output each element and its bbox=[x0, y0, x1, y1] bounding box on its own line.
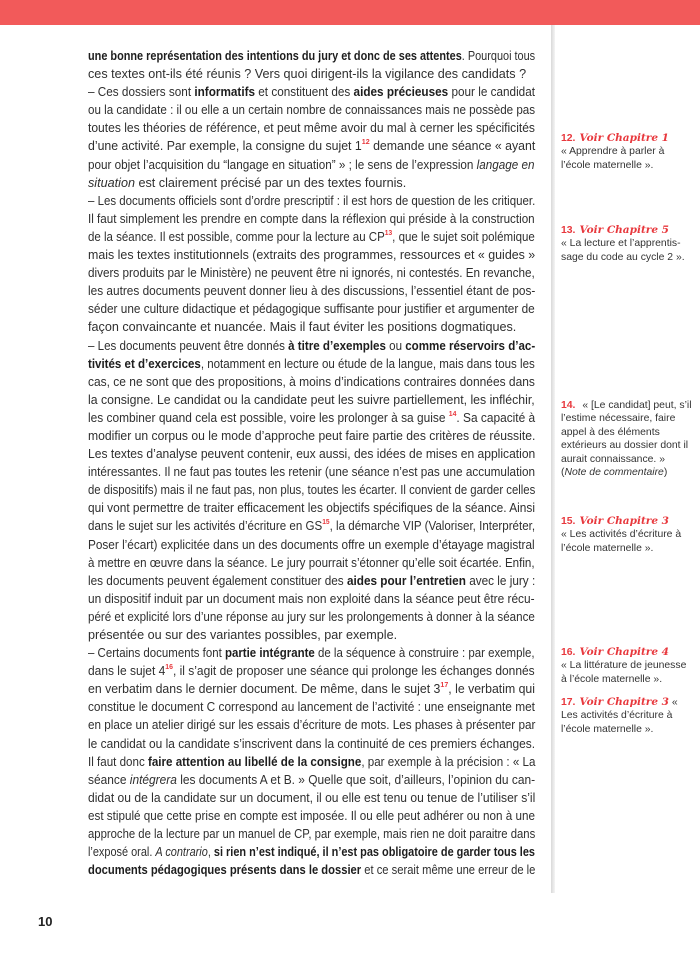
text-segment: approche de la lecture par un manuel de CP, par exemple, mais rien ne doit paraitre dans bbox=[88, 826, 536, 842]
bold-text: si rien n’est indiqué, il n’est pas obligatoire de garder tous les bbox=[213, 844, 535, 860]
footnote-marker[interactable]: 16 bbox=[165, 662, 173, 672]
text-segment: pour objet l’acquisition du “langage en situation” » ; le sens de l’expression bbox=[88, 156, 477, 172]
footnote-marker[interactable]: 17 bbox=[440, 680, 449, 690]
text-line bbox=[88, 65, 527, 83]
text-segment: Poser l’écart) explicitée dans un des documents offre un exemple d’étayage magistral bbox=[88, 536, 535, 552]
text-segment: à mettre en œuvre dans la séance. Le jury pourrait s’étonner qu’elle soit écartée. Enfin, bbox=[88, 554, 535, 570]
footnote-text: « Apprendre à parler à l’école maternelle ». bbox=[561, 146, 665, 171]
footnote-number: 14. bbox=[561, 400, 576, 411]
text-segment: est clairement précisé par un des textes fournis. bbox=[134, 174, 407, 190]
bold-text: tivités et d’exercices bbox=[88, 355, 201, 371]
text-segment: – Certains documents font bbox=[88, 645, 225, 661]
text-segment: et constituent des bbox=[255, 84, 354, 100]
text-line bbox=[88, 282, 536, 300]
header-bar bbox=[0, 0, 700, 25]
footnote-13 bbox=[561, 224, 693, 264]
text-line bbox=[88, 300, 535, 318]
text-line bbox=[88, 408, 536, 427]
text-segment: séance bbox=[88, 771, 130, 787]
text-segment: présentée ou sur des variantes possibles, par exemple. bbox=[88, 627, 398, 642]
text-segment: qui vont permettre de traiter efficacement les objectifs spécifiques de la séance. Ainsi bbox=[88, 500, 535, 516]
text-line bbox=[88, 156, 535, 174]
text-segment: le candidat ou la candidate s’inscrivent dans la continuité de ces premiers échanges. bbox=[88, 735, 536, 751]
text-line bbox=[88, 843, 535, 861]
text-line bbox=[88, 680, 535, 698]
bold-text: comme réservoirs d’ac- bbox=[405, 337, 536, 353]
text-segment: mais les textes institutionnels (extraits des programmes, ressources et « guides » bbox=[88, 247, 536, 263]
footnote-text: « Les activités d’écriture à l’école maternelle ». bbox=[561, 529, 682, 554]
text-segment: – Les documents officiels sont d’ordre prescriptif : il est hors de question de les critiquer. bbox=[88, 192, 536, 208]
text-segment: Il faut simplement les prendre en compte dans la réflexion qui préside à la construction bbox=[88, 210, 535, 226]
text-line bbox=[88, 391, 535, 409]
text-line bbox=[88, 463, 536, 481]
footnote-text: « La lecture et l’apprentis-sage du code au cycle 2 ». bbox=[561, 238, 685, 263]
chapter-reference-link[interactable]: Voir Chapitre 3 bbox=[579, 515, 669, 527]
text-segment: ou bbox=[385, 337, 406, 353]
text-segment: demande une séance « ayant bbox=[369, 138, 536, 154]
text-line bbox=[88, 499, 535, 517]
text-segment: – Ces dossiers sont bbox=[88, 84, 195, 100]
text-segment: en verbatim dans le dernier document. De même, dans le sujet 3 bbox=[88, 681, 441, 697]
chapter-reference-link[interactable]: Voir Chapitre 3 bbox=[579, 696, 669, 708]
text-segment: l’exposé oral. bbox=[88, 844, 156, 860]
footnote-text: « La littérature de jeunesse à l’école maternelle ». bbox=[561, 660, 687, 685]
text-segment: . Sa capacité à bbox=[456, 409, 536, 425]
text-line bbox=[88, 373, 535, 391]
text-segment: en place un atelier dirigé sur les essais d’écriture de mots. Les phases à présenter par bbox=[88, 717, 536, 733]
footnote-text: « Les activités d’écriture à l’école maternelle ». bbox=[561, 697, 678, 735]
footnote-number: 17. bbox=[561, 697, 576, 708]
text-line bbox=[88, 825, 536, 843]
text-segment: intéressantes. Il ne faut pas toutes les retenir (une séance n’est pas une accumulation bbox=[88, 464, 536, 480]
text-segment: péré et explicité lors d’une réponse au jury sur les prolongements à donner à la séance bbox=[88, 608, 535, 624]
text-segment: les documents A et B. » Quelle que soit, d’ailleurs, l’opinion du can- bbox=[176, 771, 536, 787]
text-segment: les documents peuvent également constituer des bbox=[88, 572, 347, 588]
text-line bbox=[88, 590, 535, 608]
text-segment: , bbox=[207, 844, 214, 860]
text-segment: pour le candidat bbox=[448, 84, 535, 100]
text-segment: les combiner quand cela est possible, voire les prolonger à sa guise bbox=[88, 409, 449, 425]
text-segment: , il s’agit de proposer une séance qui prolonge les échanges donnés bbox=[172, 663, 535, 679]
text-segment: didat ou de la candidate sur un document, il ou elle est tenu ou tenue de l’utiliser s’il bbox=[88, 789, 536, 805]
text-segment: façon convaincante et nuancée. Mais il faut éviter les positions dogmatiques. bbox=[88, 319, 517, 335]
footnote-number: 16. bbox=[561, 647, 576, 658]
chapter-reference-link[interactable]: Voir Chapitre 1 bbox=[579, 132, 669, 144]
footnote-14: 14. « [Le candidat] peut, s’il l’estime nécessaire, faire appel à des éléments extérieurs au dossier dont il aurait connaissance. » (Note de commentaire) bbox=[561, 400, 692, 479]
text-line bbox=[88, 137, 536, 155]
text-line bbox=[88, 861, 536, 879]
text-segment: de la séquence à construire : par exemple, bbox=[314, 645, 535, 661]
text-line bbox=[88, 753, 536, 771]
text-line bbox=[88, 771, 536, 789]
chapter-reference-link[interactable]: Voir Chapitre 5 bbox=[579, 224, 669, 236]
footnote-12 bbox=[561, 132, 693, 172]
text-line bbox=[88, 227, 535, 246]
text-line bbox=[88, 83, 535, 101]
text-segment: constitue le document C correspond au lancement de l’activité : une enseignante met bbox=[88, 699, 535, 715]
text-segment: Les textes d’analyse peuvent contenir, eux aussi, des idées de mises en application bbox=[88, 446, 536, 462]
text-line bbox=[88, 644, 535, 662]
bold-text: à titre d’exemples bbox=[288, 337, 386, 353]
text-segment: ces textes ont-ils été réunis ? Vers quoi dirigent-ils la vigilance des candidats ? bbox=[88, 66, 527, 82]
text-segment: , par exemple à la précision : « La bbox=[361, 753, 536, 769]
text-line bbox=[88, 807, 535, 825]
text-segment: et ce serait même une erreur de le bbox=[361, 862, 536, 878]
text-segment: , le verbatim qui bbox=[448, 681, 535, 697]
text-line bbox=[88, 337, 536, 355]
text-segment: de la séance. Il est possible, comme pour la lecture au CP bbox=[88, 228, 385, 244]
margin-divider bbox=[551, 25, 555, 893]
text-line bbox=[88, 192, 536, 210]
text-line bbox=[88, 427, 536, 445]
text-segment: , que le sujet soit polémique bbox=[392, 228, 535, 244]
text-line bbox=[88, 318, 522, 336]
footnote-number: 12. bbox=[561, 133, 576, 144]
footnote-marker[interactable]: 15 bbox=[322, 517, 330, 527]
text-segment: dans le sujet sur les activités d’écriture en GS bbox=[88, 518, 323, 534]
footnote-marker[interactable]: 13 bbox=[384, 227, 393, 237]
bold-text: aides précieuses bbox=[353, 84, 449, 100]
text-segment: un dispositif induit par un document mais non exploité dans la séance peut être récu- bbox=[88, 590, 535, 606]
chapter-reference-link[interactable]: Voir Chapitre 4 bbox=[579, 646, 669, 658]
bold-text: faire attention au libellé de la consigne bbox=[147, 753, 362, 769]
text-line bbox=[88, 517, 536, 535]
text-line bbox=[88, 572, 536, 590]
text-line bbox=[88, 174, 522, 192]
bold-text: aides pour l’entretien bbox=[346, 572, 466, 588]
text-line bbox=[88, 264, 535, 282]
footnote-marker[interactable]: 12 bbox=[361, 137, 370, 147]
text-segment: est stipulé que cette prise en compte est imposée. Il ou elle peut adhérer ou non à une bbox=[88, 807, 535, 823]
footnote-source: Note de commentaire bbox=[564, 467, 664, 479]
text-line bbox=[88, 716, 536, 734]
footnote-number: 15. bbox=[561, 516, 576, 527]
text-line bbox=[88, 789, 536, 807]
text-line bbox=[88, 119, 535, 137]
text-segment: les autres documents peuvent donner lieu à des discussions, l’essentiel étant de pos- bbox=[88, 283, 536, 299]
footnote-17 bbox=[561, 696, 693, 736]
footnote-number: 13. bbox=[561, 225, 576, 236]
italic-text: langage en bbox=[476, 156, 535, 172]
text-segment: toutes les théories de référence, et peut même avoir du mal à cerner les spécificités bbox=[88, 120, 535, 136]
text-segment: de dispositifs) mais il ne faut pas, non plus, toutes les écarter. Il convient de garder celles bbox=[88, 482, 536, 498]
text-line bbox=[88, 662, 535, 680]
text-segment: la consigne. Le candidat ou la candidate peut les suivre partiellement, les infléchir, bbox=[88, 391, 535, 407]
text-line bbox=[88, 554, 535, 572]
text-segment: , la démarche VIP (Valoriser, Interpréter, bbox=[329, 518, 536, 534]
footnote-15 bbox=[561, 515, 693, 555]
text-segment: Il faut donc bbox=[88, 753, 148, 769]
bold-text: informatifs bbox=[194, 84, 256, 100]
text-segment: d’une activité. Par exemple, la consigne du sujet 1 bbox=[88, 138, 362, 154]
page-number: 10 bbox=[38, 914, 53, 929]
text-line bbox=[88, 210, 535, 228]
bold-text: une bonne représentation des intentions du jury et donc de ses attentes bbox=[88, 48, 462, 63]
text-line bbox=[88, 246, 536, 264]
footnote-marker[interactable]: 14 bbox=[448, 408, 457, 418]
text-line bbox=[88, 47, 536, 65]
text-segment: ou la candidate : il ou elle a un certain nombre de connaissances mais ne possède pas bbox=[88, 102, 536, 118]
text-line bbox=[88, 608, 535, 626]
italic-text: situation bbox=[88, 174, 135, 190]
bold-text: documents pédagogiques présents dans le dossier bbox=[88, 862, 362, 878]
text-line bbox=[88, 445, 536, 463]
main-text-column bbox=[88, 47, 535, 879]
text-line bbox=[88, 536, 535, 554]
footnote-text: « [Le candidat] peut, s’il l’estime nécessaire, faire appel à des éléments extérieurs au dossier dont il aurait connaissance. » bbox=[561, 400, 692, 465]
text-line bbox=[88, 355, 535, 373]
text-line bbox=[88, 735, 536, 753]
text-line bbox=[88, 481, 536, 499]
bold-text: partie intégrante bbox=[224, 645, 315, 661]
text-segment: – Les documents peuvent être donnés bbox=[88, 337, 289, 353]
text-segment: dans le sujet 4 bbox=[88, 663, 166, 679]
text-segment: divers produits par le Ministère) ne peuvent être ni ignorés, ni contestés. En revanche, bbox=[88, 265, 535, 281]
text-segment: modifier un corpus ou le mode d’approche peut faire partie des critères de réussite. bbox=[88, 427, 536, 443]
italic-text: intégrera bbox=[129, 771, 177, 787]
text-segment: séder une culture didactique et pédagogique suffisante pour justifier et argumenter de bbox=[88, 301, 535, 317]
text-line bbox=[88, 626, 522, 644]
text-segment: cas, ce ne sont que des propositions, à moins d’indications contraires données dans bbox=[88, 373, 535, 389]
italic-text: A contrario bbox=[155, 844, 208, 860]
text-line bbox=[88, 101, 536, 119]
text-segment: , notamment en lecture ou étude de la langue, mais dans tous les bbox=[200, 355, 535, 371]
footnote-16 bbox=[561, 646, 693, 686]
text-segment: avec le jury : bbox=[465, 572, 536, 588]
text-line bbox=[88, 698, 535, 716]
text-segment: . Pourquoi tous bbox=[461, 48, 536, 63]
